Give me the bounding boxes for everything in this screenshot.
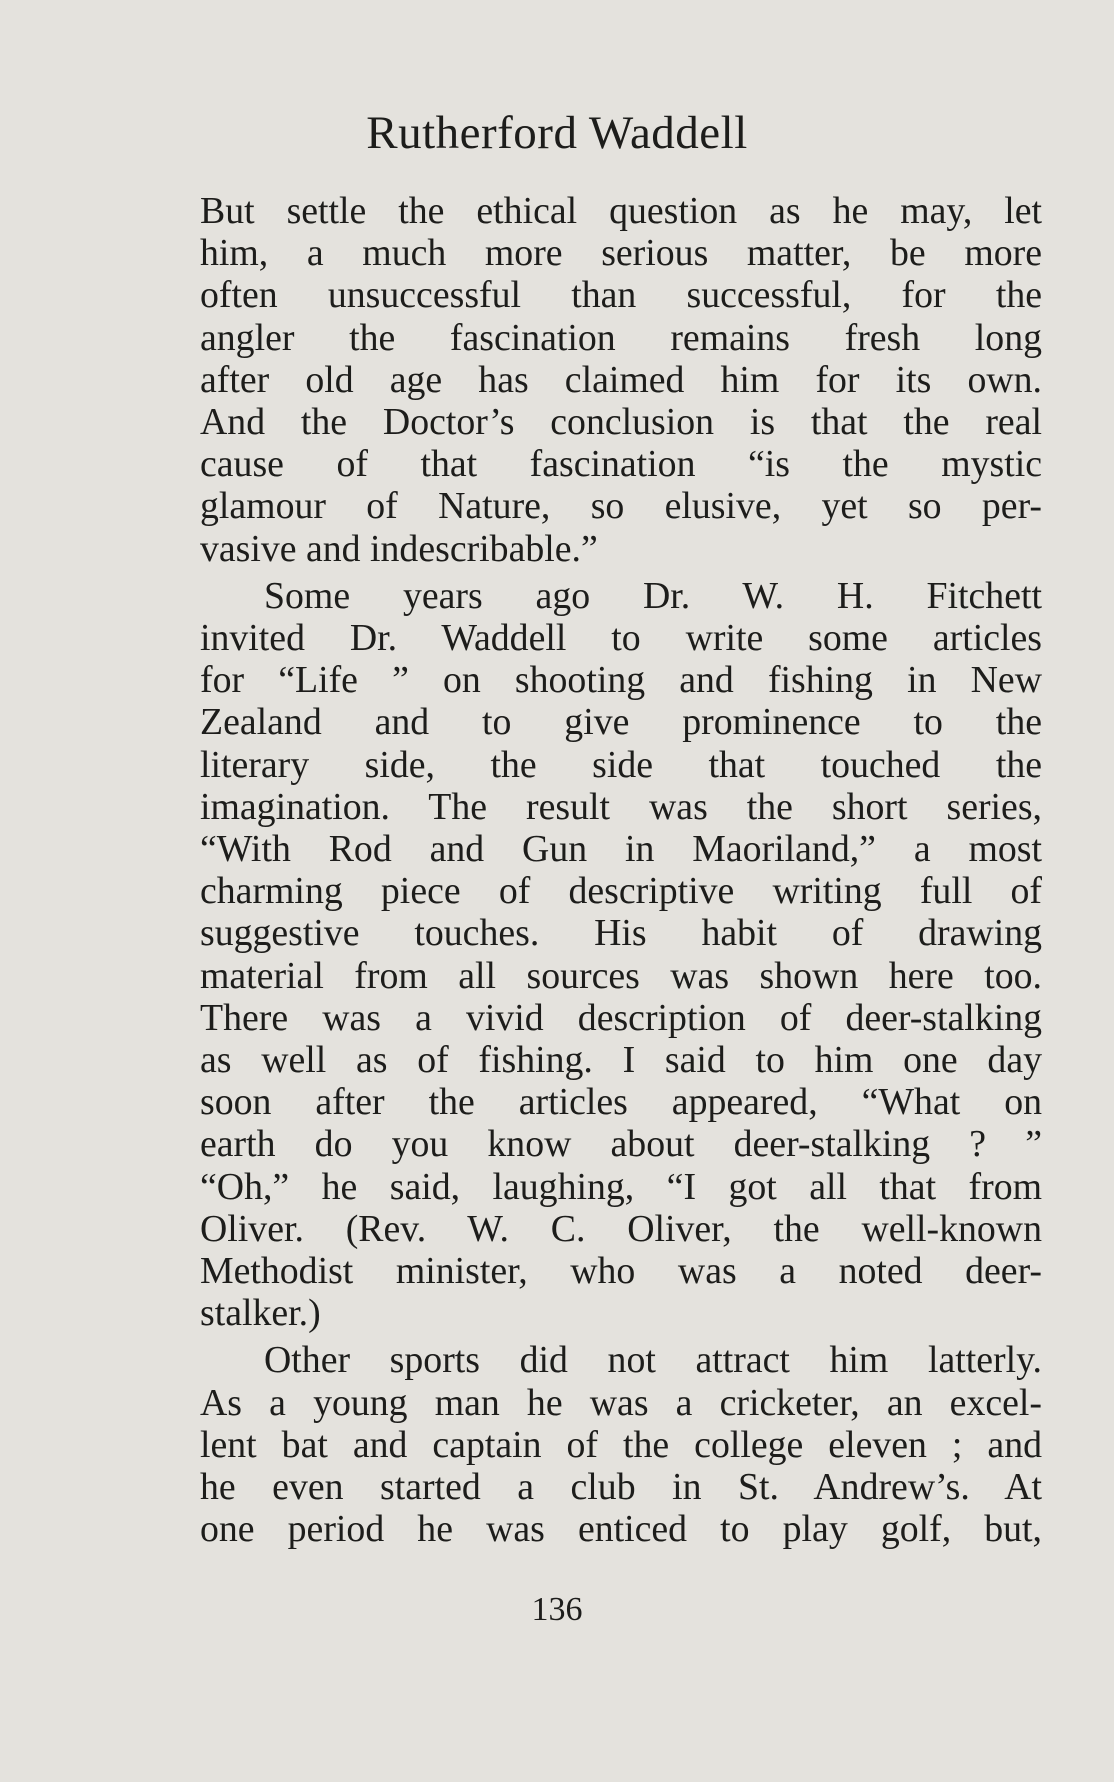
text-line: for “Life ” on shooting and fishing in New <box>200 659 1042 702</box>
text-line: lent bat and captain of the college eleven ; and <box>200 1423 1042 1466</box>
text-line: he even started a club in St. Andrew’s. At <box>200 1466 1042 1509</box>
text-line: soon after the articles appeared, “What on <box>200 1081 1042 1124</box>
text-line: invited Dr. Waddell to write some articles <box>200 617 1042 660</box>
text-line: angler the fascination remains fresh long <box>200 316 1042 359</box>
text-line: Oliver. (Rev. W. C. Oliver, the well-known <box>200 1207 1042 1250</box>
text-line: Methodist minister, who was a noted deer- <box>200 1250 1042 1293</box>
text-line: vasive and indescribable.” <box>200 527 598 570</box>
running-head: Rutherford Waddell <box>366 107 748 159</box>
text-line: often unsuccessful than successful, for the <box>200 274 1042 317</box>
text-line: Some years ago Dr. W. H. Fitchett <box>264 574 1042 617</box>
text-line: suggestive touches. His habit of drawing <box>200 912 1042 955</box>
paragraph-3 <box>200 1339 1042 1550</box>
text-line: imagination. The result was the short series, <box>200 785 1042 828</box>
text-line: him, a much more serious matter, be more <box>200 232 1042 275</box>
text-line: “With Rod and Gun in Maoriland,” a most <box>200 828 1042 871</box>
text-line: cause of that fascination “is the mystic <box>200 443 1042 486</box>
text-line: after old age has claimed him for its own. <box>200 358 1042 401</box>
text-line: earth do you know about deer-stalking ? ” <box>200 1123 1042 1166</box>
text-line: literary side, the side that touched the <box>200 743 1042 786</box>
text-line: “Oh,” he said, laughing, “I got all that from <box>200 1165 1042 1208</box>
text-line: As a young man he was a cricketer, an excel- <box>200 1381 1042 1424</box>
text-line: charming piece of descriptive writing full of <box>200 870 1042 913</box>
paragraph-2 <box>200 575 1042 1335</box>
text-line: And the Doctor’s conclusion is that the real <box>200 401 1042 444</box>
text-line: as well as of fishing. I said to him one day <box>200 1039 1042 1082</box>
text-line: Zealand and to give prominence to the <box>200 701 1042 744</box>
text-line: But settle the ethical question as he may, let <box>200 190 1042 232</box>
text-line: There was a vivid description of deer-stalking <box>200 996 1042 1039</box>
text-line: glamour of Nature, so elusive, yet so per- <box>200 485 1042 528</box>
text-line: Other sports did not attract him latterly. <box>264 1339 1042 1382</box>
text-line: one period he was enticed to play golf, but, <box>200 1508 1042 1551</box>
text-line: material from all sources was shown here too. <box>200 954 1042 997</box>
page-number: 136 <box>531 1591 583 1628</box>
text-line: stalker.) <box>200 1292 321 1335</box>
paragraph-1 <box>200 190 1042 570</box>
body-text <box>200 190 1042 1551</box>
